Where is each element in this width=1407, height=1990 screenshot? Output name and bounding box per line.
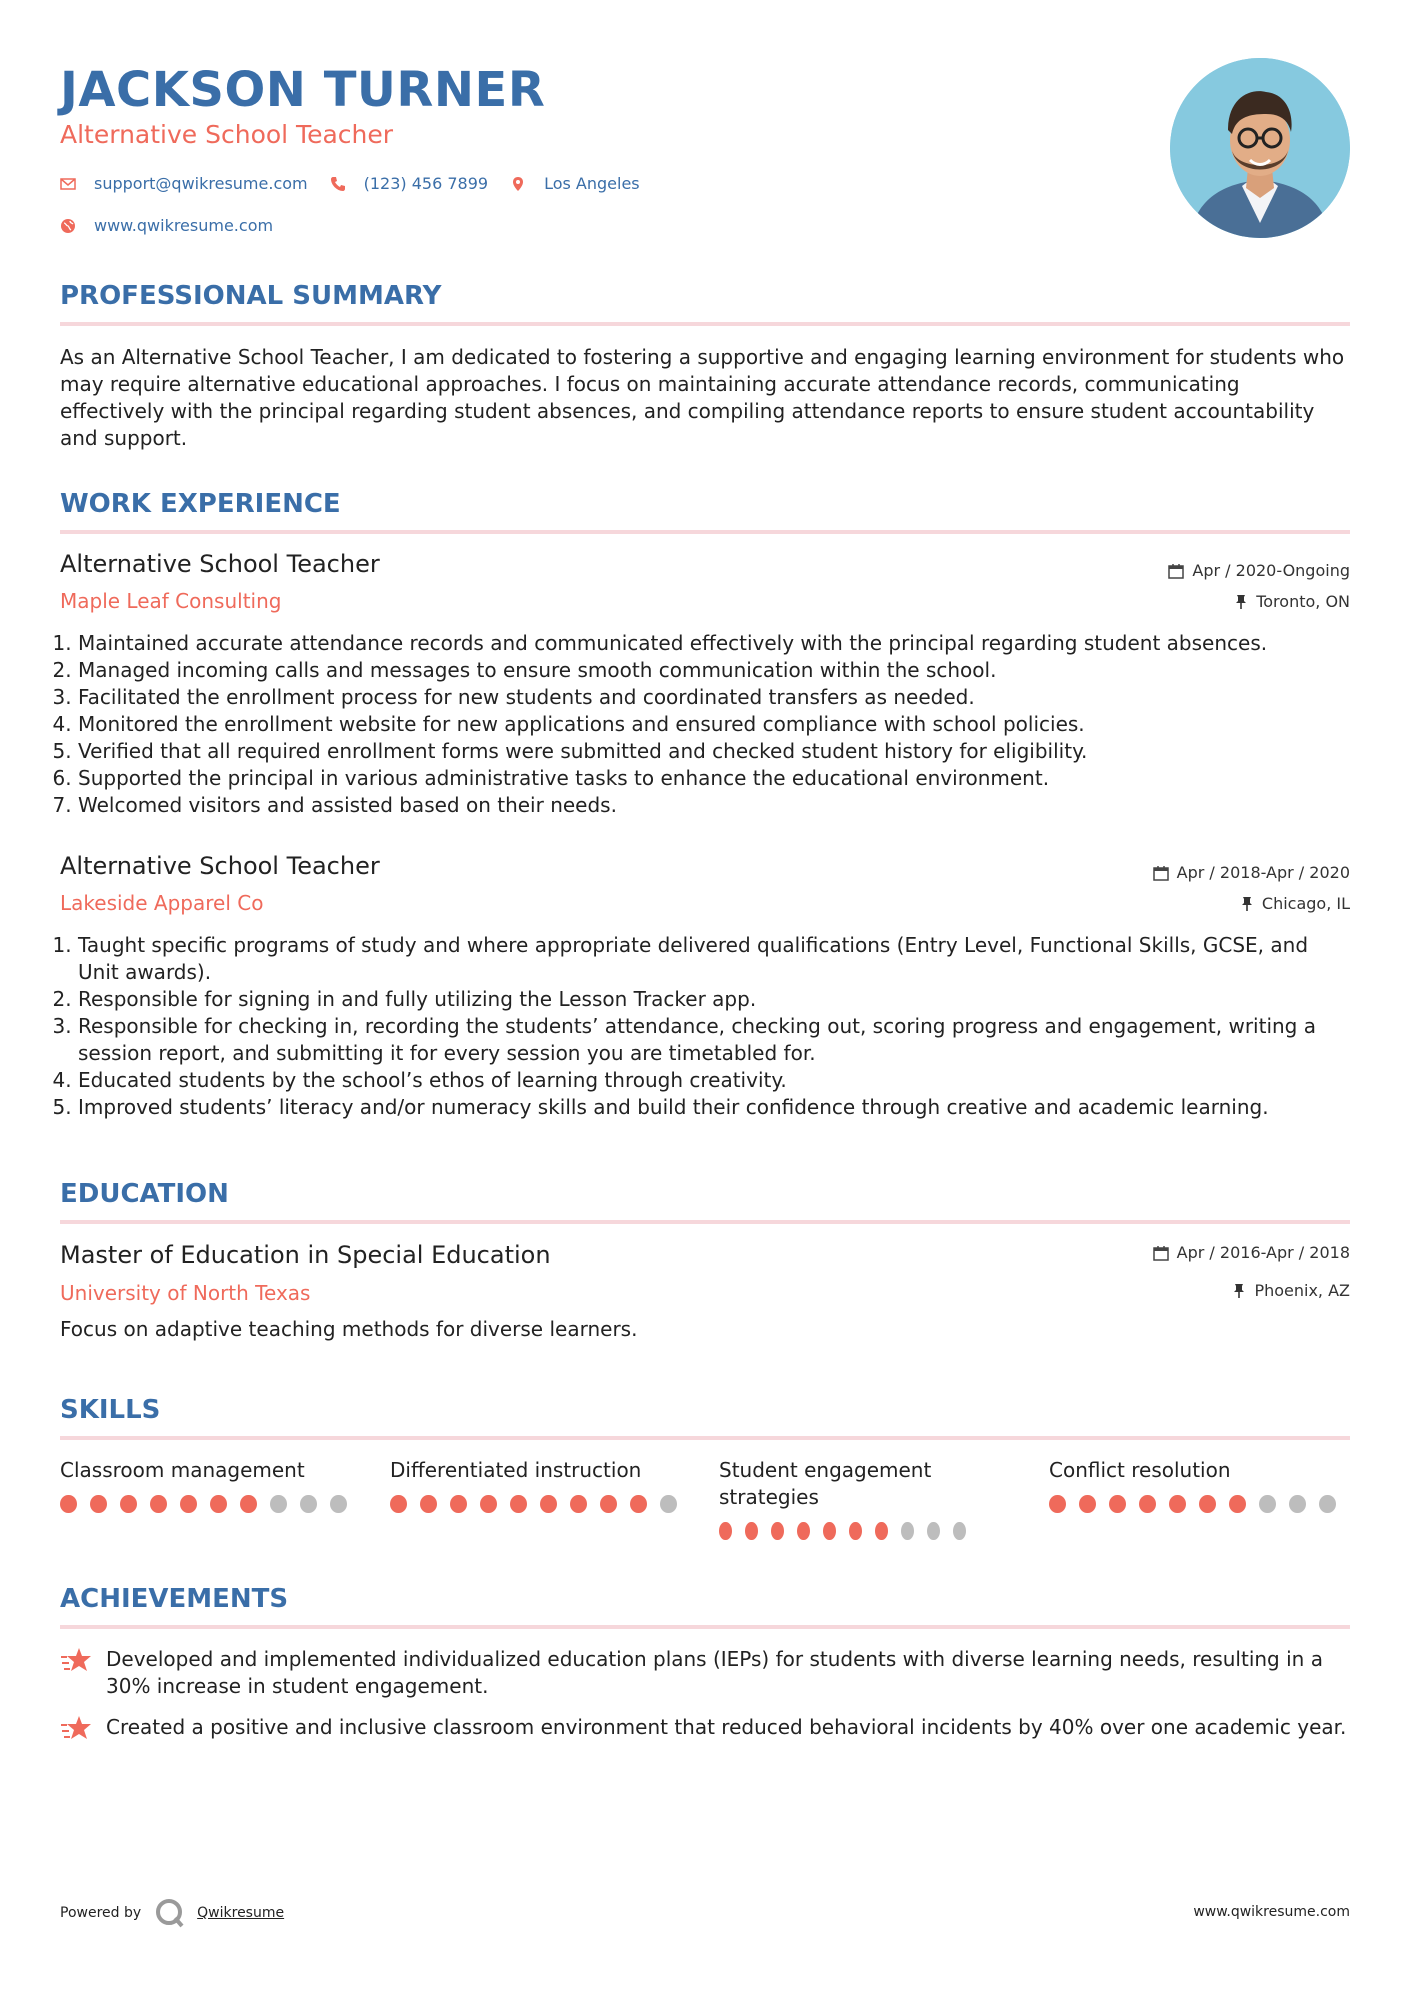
- email-link[interactable]: support@qwikresume.com: [94, 174, 308, 193]
- rating-dot-filled: [450, 1495, 467, 1513]
- job-2-duties: [60, 932, 1350, 1121]
- list-item: 3. Responsible for checking in, recording the students’ attendance, checking out, scoring progress and engagement, writing a session report, and submitting it for every session you are timetabled for.: [78, 1013, 1350, 1067]
- achievement-text: Developed and implemented individualized education plans (IEPs) for students with diverse learning needs, resulting in a 30% increase in student engagement.: [106, 1647, 1323, 1698]
- rating-dot-filled: [390, 1495, 407, 1513]
- job-1-date-text: Apr / 2020-Ongoing: [1192, 561, 1350, 580]
- rating-dot-filled: [60, 1495, 77, 1513]
- skill-item: [60, 1457, 360, 1513]
- job-1-location: [1234, 592, 1350, 611]
- achievements-heading: ACHIEVEMENTS: [60, 1584, 289, 1614]
- rating-dot-filled: [1229, 1495, 1246, 1513]
- section-divider: [60, 530, 1350, 534]
- globe-icon: [60, 218, 76, 234]
- candidate-title: Alternative School Teacher: [60, 120, 394, 149]
- job-2-role: Alternative School Teacher: [60, 852, 380, 880]
- rating-dot-filled: [1049, 1495, 1066, 1513]
- rating-dot-empty: [1319, 1495, 1336, 1513]
- skill-rating: [60, 1495, 360, 1513]
- calendar-icon: [1168, 563, 1184, 579]
- rating-dot-filled: [480, 1495, 497, 1513]
- job-2-location: [1240, 894, 1350, 913]
- skill-label: Conflict resolution: [1049, 1458, 1231, 1482]
- location-pin-icon: [510, 176, 526, 192]
- rating-dot-filled: [1109, 1495, 1126, 1513]
- job-1-dates: [1168, 561, 1350, 580]
- job-2-date-text: Apr / 2018-Apr / 2020: [1176, 863, 1350, 882]
- skill-rating: [1049, 1495, 1349, 1513]
- website-link[interactable]: www.qwikresume.com: [94, 216, 274, 235]
- education-description: Focus on adaptive teaching methods for diverse learners.: [60, 1317, 638, 1341]
- skill-item: [1049, 1457, 1349, 1513]
- section-divider: [60, 1625, 1350, 1629]
- job-1-role: Alternative School Teacher: [60, 550, 380, 578]
- powered-by-label: Powered by: [60, 1905, 142, 1921]
- rating-dot-filled: [1079, 1495, 1096, 1513]
- skill-rating: [390, 1495, 690, 1513]
- contact-row: [60, 174, 662, 193]
- star-award-icon: [60, 1714, 92, 1744]
- qwikresume-link[interactable]: Qwikresume: [197, 1905, 285, 1921]
- rating-dot-filled: [630, 1495, 647, 1513]
- list-item: 5. Verified that all required enrollment forms were submitted and checked student history for eligibility.: [78, 738, 1350, 765]
- rating-dot-filled: [719, 1522, 732, 1540]
- summary-text: As an Alternative School Teacher, I am dedicated to fostering a supportive and engaging learning environment for students who may require alternative educational approaches. I focus on maintaining accurate attendance records, communicating effectively with the principal regarding student absences, and compiling attendance reports to ensure student accountability and support.: [60, 345, 1345, 450]
- website-row: [60, 216, 295, 235]
- list-item: 4. Educated students by the school’s ethos of learning through creativity.: [78, 1067, 1350, 1094]
- skill-rating: [719, 1522, 979, 1540]
- section-divider: [60, 322, 1350, 326]
- rating-dot-empty: [953, 1522, 966, 1540]
- summary-heading: PROFESSIONAL SUMMARY: [60, 281, 442, 311]
- section-divider: [60, 1436, 1350, 1440]
- rating-dot-filled: [510, 1495, 527, 1513]
- calendar-icon: [1153, 865, 1169, 881]
- skill-label: Differentiated instruction: [390, 1458, 642, 1482]
- job-1-company: Maple Leaf Consulting: [60, 589, 282, 613]
- achievement-text: Created a positive and inclusive classroom environment that reduced behavioral incidents by 40% over one academic year.: [106, 1715, 1347, 1739]
- education-heading: EDUCATION: [60, 1179, 229, 1209]
- envelope-icon: [60, 176, 76, 192]
- rating-dot-filled: [210, 1495, 227, 1513]
- skills-heading: SKILLS: [60, 1395, 161, 1425]
- list-item: 3. Facilitated the enrollment process for new students and coordinated transfers as needed.: [78, 684, 1350, 711]
- rating-dot-empty: [270, 1495, 287, 1513]
- rating-dot-filled: [771, 1522, 784, 1540]
- skill-label: Student engagement strategies: [719, 1458, 932, 1509]
- rating-dot-filled: [120, 1495, 137, 1513]
- skill-item: [390, 1457, 690, 1513]
- job-2-location-text: Chicago, IL: [1261, 894, 1350, 913]
- achievement-item: [60, 1714, 1350, 1744]
- rating-dot-filled: [875, 1522, 888, 1540]
- rating-dot-empty: [927, 1522, 940, 1540]
- candidate-name: JACKSON TURNER: [60, 62, 546, 118]
- pushpin-icon: [1232, 1283, 1246, 1299]
- rating-dot-filled: [90, 1495, 107, 1513]
- rating-dot-filled: [540, 1495, 557, 1513]
- job-2-company: Lakeside Apparel Co: [60, 891, 264, 915]
- rating-dot-filled: [745, 1522, 758, 1540]
- footer-powered-by: [60, 1898, 284, 1928]
- phone-icon: [330, 176, 346, 192]
- phone-number[interactable]: (123) 456 7899: [363, 174, 489, 193]
- location-text: Los Angeles: [544, 174, 640, 193]
- pushpin-icon: [1234, 594, 1248, 610]
- rating-dot-filled: [240, 1495, 257, 1513]
- rating-dot-filled: [180, 1495, 197, 1513]
- rating-dot-filled: [823, 1522, 836, 1540]
- section-divider: [60, 1220, 1350, 1224]
- rating-dot-filled: [849, 1522, 862, 1540]
- education-location-text: Phoenix, AZ: [1254, 1281, 1350, 1300]
- skill-label: Classroom management: [60, 1458, 305, 1482]
- job-2-dates: [1153, 863, 1350, 882]
- job-1-duties: [60, 630, 1350, 819]
- list-item: 6. Supported the principal in various administrative tasks to enhance the educational environment.: [78, 765, 1350, 792]
- rating-dot-filled: [420, 1495, 437, 1513]
- education-date-text: Apr / 2016-Apr / 2018: [1176, 1243, 1350, 1262]
- rating-dot-empty: [300, 1495, 317, 1513]
- star-award-icon: [60, 1646, 92, 1676]
- rating-dot-filled: [1199, 1495, 1216, 1513]
- list-item: 7. Welcomed visitors and assisted based on their needs.: [78, 792, 1350, 819]
- list-item: 4. Monitored the enrollment website for new applications and ensured compliance with school policies.: [78, 711, 1350, 738]
- education-location: [1232, 1281, 1350, 1300]
- rating-dot-filled: [570, 1495, 587, 1513]
- job-1-location-text: Toronto, ON: [1256, 592, 1350, 611]
- footer-website[interactable]: www.qwikresume.com: [1193, 1904, 1350, 1920]
- list-item: 1. Maintained accurate attendance records and communicated effectively with the principal regarding student absences.: [78, 630, 1350, 657]
- rating-dot-empty: [660, 1495, 677, 1513]
- profile-photo: [1170, 58, 1350, 238]
- rating-dot-filled: [150, 1495, 167, 1513]
- work-experience-heading: WORK EXPERIENCE: [60, 489, 341, 519]
- education-degree: Master of Education in Special Education: [60, 1241, 551, 1269]
- rating-dot-filled: [600, 1495, 617, 1513]
- education-school: University of North Texas: [60, 1281, 311, 1305]
- education-dates: [1153, 1243, 1350, 1262]
- calendar-icon: [1153, 1245, 1169, 1261]
- rating-dot-empty: [330, 1495, 347, 1513]
- rating-dot-empty: [901, 1522, 914, 1540]
- achievement-item: [60, 1646, 1350, 1700]
- list-item: 1. Taught specific programs of study and where appropriate delivered qualifications (Entry Level, Functional Skills, GCSE, and Unit awards).: [78, 932, 1350, 986]
- rating-dot-empty: [1259, 1495, 1276, 1513]
- list-item: 5. Improved students’ literacy and/or numeracy skills and build their confidence through creative and academic learning.: [78, 1094, 1350, 1121]
- rating-dot-filled: [797, 1522, 810, 1540]
- rating-dot-empty: [1289, 1495, 1306, 1513]
- qwikresume-logo-icon: [155, 1898, 185, 1928]
- skill-item: [719, 1457, 979, 1540]
- list-item: 2. Responsible for signing in and fully utilizing the Lesson Tracker app.: [78, 986, 1350, 1013]
- list-item: 2. Managed incoming calls and messages to ensure smooth communication within the school.: [78, 657, 1350, 684]
- rating-dot-filled: [1139, 1495, 1156, 1513]
- rating-dot-filled: [1169, 1495, 1186, 1513]
- pushpin-icon: [1240, 896, 1254, 912]
